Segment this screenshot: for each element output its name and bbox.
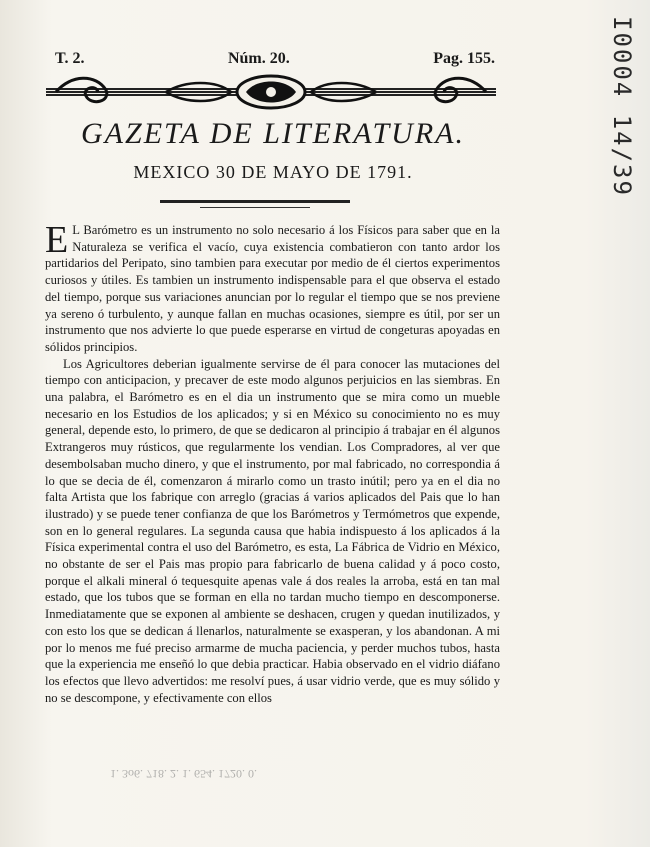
header-ornament-icon — [46, 72, 496, 112]
title-rule-thick — [160, 200, 350, 203]
page-number: Pag. 155. — [433, 50, 495, 67]
drop-cap: E — [45, 219, 69, 261]
newspaper-title: GAZETA DE LITERATURA. — [81, 117, 465, 150]
bleed-through-text: 1. 3o6. 718. 2. 1. 654. 1720. 0. — [110, 767, 257, 781]
title-rule-thin — [200, 207, 310, 208]
handwritten-margin-note — [596, 12, 646, 252]
article-paragraph — [45, 356, 500, 707]
article-body — [45, 219, 500, 706]
paragraph-text: Los Agricultores deberian igualmente servirse de él para conocer las mutaciones del tiempo con anticipacion, y precaver de este modo algunos perjuicios en las siembras. En una palabra, el Barómetro es en el dia un instrumento que se mira como un mueble necesario en los Estudios de los aplicados; y si en México su conocimiento no es muy general, depende esto, lo primero, de que se dedicaron al principio á trabajar en él algunos Extrangeros muy rústicos, que regularmente los vendian. Los Compradores, al ver que desembolsaban mucho dinero, y que el instrumento, por mal fabricado, no correspondia á lo que se decia de él, comenzaron á mirarlo como un trasto inútil; pero ya en el dia no falta Artista que los fabrique con arreglo (gracias á varios aplicados del Pais que lo han ilustrado) y se puede tener confianza de que los Barómetros y Termómetros que expende, son en lo general regulares. La segunda causa que habia indispuesto á los aplicados á la Física experimental contra el uso del Barómetro, es esta, La Fábrica de Vidrio en México, no obstante de ser el Pais mas propio para fabricarlo de buena calidad y á poco costo, porque el alkali mineral ó tequesquite apenas vale á dos reales la arroba, está en tan mal estado, que los tubos que se forman en ella no tardan mucho tiempo en descomponerse. Inmediatamente que se exponen al ambiente se deshacen, crugen y quedan inutilizados, y con esto los que se dedican á llenarlos, naturalmente se exasperan, y los abandonan. A mi por lo menos me fué preciso armarme de mucha paciencia, y perder muchos tubos, hasta que la experiencia me enseñó lo que debia practicar. Habia observado en el vidrio diáfano los efectos que llevo advertidos: me resolví pues, á usar vidrio verde, que es muy sólido y no se descompone, y efectivamente con ellos — [45, 356, 500, 705]
paragraph-text: L Barómetro es un instrumento no solo necesario á los Físicos para saber que en la Naturaleza se verifica el vacío, cuya existencia combatieron con tanto ardor los partidarios del Peripato, sino tambien para executar por medio de él ciertos experimentos curiosos y útiles. Es tambien un instrumento indispensable para el que observa el estado del tiempo, porque sus variaciones anuncian por lo regular el tiempo que se nos previene ya sereno ó turbulento, y aunque fallan en muchas ocasiones, siempre es útil, por ser un instrumento que nos advierte lo que puede esperarse en virtud de congeturas apoyadas en sólidos principios. — [45, 223, 500, 354]
tome-label: T. 2. — [55, 50, 85, 67]
margin-note-text: I0004 14/39 — [608, 16, 636, 197]
dateline: MEXICO 30 DE MAYO DE 1791. — [133, 162, 413, 182]
page-header — [55, 50, 495, 68]
article-paragraph — [45, 219, 500, 356]
issue-number: Núm. 20. — [227, 50, 290, 67]
